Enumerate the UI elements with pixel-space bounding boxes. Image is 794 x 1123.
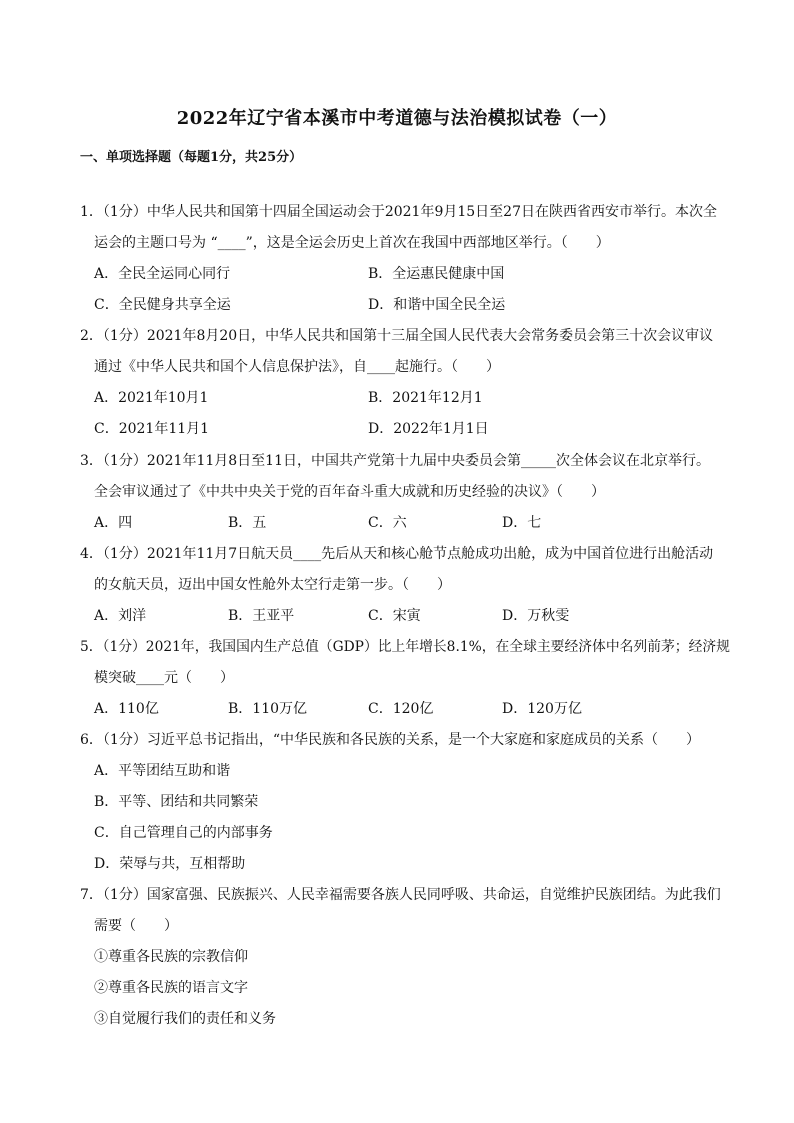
question-2-line-1: 2．（1分）2021年8月20日，中华人民共和国第十三届全国人民代表大会常务委员会第三十次会议审议 [80,328,714,344]
question-6-option-a: A．平等团结互助和谐 [94,763,231,779]
question-3-line-2: 全会审议通过了《中共中央关于党的百年奋斗重大成就和历史经验的决议》（ ） [94,484,605,500]
question-2-line-2: 通过《中华人民共和国个人信息保护法》，自____起施行。（ ） [94,359,500,375]
question-2-option-b: B．2021年12月1 [368,390,483,406]
question-5-option-d: D．120万亿 [502,701,582,717]
question-3-option-a: A．四 [94,515,133,531]
question-5-option-a: A．110亿 [94,701,159,717]
question-6-option-d: D．荣辱与共，互相帮助 [94,856,246,872]
question-1-line-2: 运会的主题口号为 “____”，这是全运会历史上首次在我国中西部地区举行。（ ） [94,235,610,251]
question-2-option-a: A．2021年10月1 [94,390,209,406]
question-4-line-1: 4．（1分）2021年11月7日航天员____先后从天和核心舱节点舱成功出舱，成为中国首位进行出舱活动 [80,546,714,562]
question-5-option-b: B．110万亿 [228,701,308,717]
question-4-option-a: A．刘洋 [94,608,147,624]
question-5-option-c: C．120亿 [368,701,434,717]
page-title: 2022年辽宁省本溪市中考道德与法治模拟试卷（一） [176,108,618,129]
question-3-option-c: C．六 [368,515,407,531]
question-4-option-c: C．宋寅 [368,608,421,624]
question-7-line-1: 7．（1分）国家富强、民族振兴、人民幸福需要各族人民同呼吸、共命运，自觉维护民族团结。为此我们 [80,887,721,903]
question-1-option-b: B．全运惠民健康中国 [368,266,505,282]
question-7-line-2: 需要（ ） [94,918,178,934]
question-5-line-1: 5．（1分）2021年，我国国内生产总值（GDP）比上年增长8.1%，在全球主要经济体中名列前茅；经济规 [80,639,730,655]
question-3-line-1: 3．（1分）2021年11月8日至11日，中国共产党第十九届中央委员会第_____次全体会议在北京举行。 [80,453,710,469]
question-1-line-1: 1．（1分）中华人民共和国第十四届全国运动会于2021年9月15日至27日在陕西省西安市举行。本次全 [80,204,717,220]
question-6-option-c: C．自己管理自己的内部事务 [94,825,273,841]
question-7-item-1: ①尊重各民族的宗教信仰 [94,949,248,965]
question-5-line-2: 模突破____元（ ） [94,670,234,686]
question-1-option-d: D．和谐中国全民全运 [368,297,506,313]
question-3-option-b: B．五 [228,515,267,531]
question-4-option-d: D．万秋雯 [502,608,570,624]
section-heading: 一、单项选择题（每题1分，共25分） [80,150,303,165]
question-7-item-3: ③自觉履行我们的责任和义务 [94,1011,276,1027]
question-6-line-1: 6．（1分）习近平总书记指出，“中华民族和各民族的关系，是一个大家庭和家庭成员的关系（ ） [80,732,700,748]
question-1-option-c: C．全民健身共享全运 [94,297,231,313]
question-2-option-c: C．2021年11月1 [94,421,210,437]
question-6-option-b: B．平等、团结和共同繁荣 [94,794,259,810]
question-4-line-2: 的女航天员，迈出中国女性舱外太空行走第一步。（ ） [94,577,451,593]
question-7-item-2: ②尊重各民族的语言文字 [94,980,248,996]
question-4-option-b: B．王亚平 [228,608,295,624]
question-1-option-a: A．全民全运同心同行 [94,266,231,282]
question-3-option-d: D．七 [502,515,542,531]
question-2-option-d: D．2022年1月1日 [368,421,489,437]
